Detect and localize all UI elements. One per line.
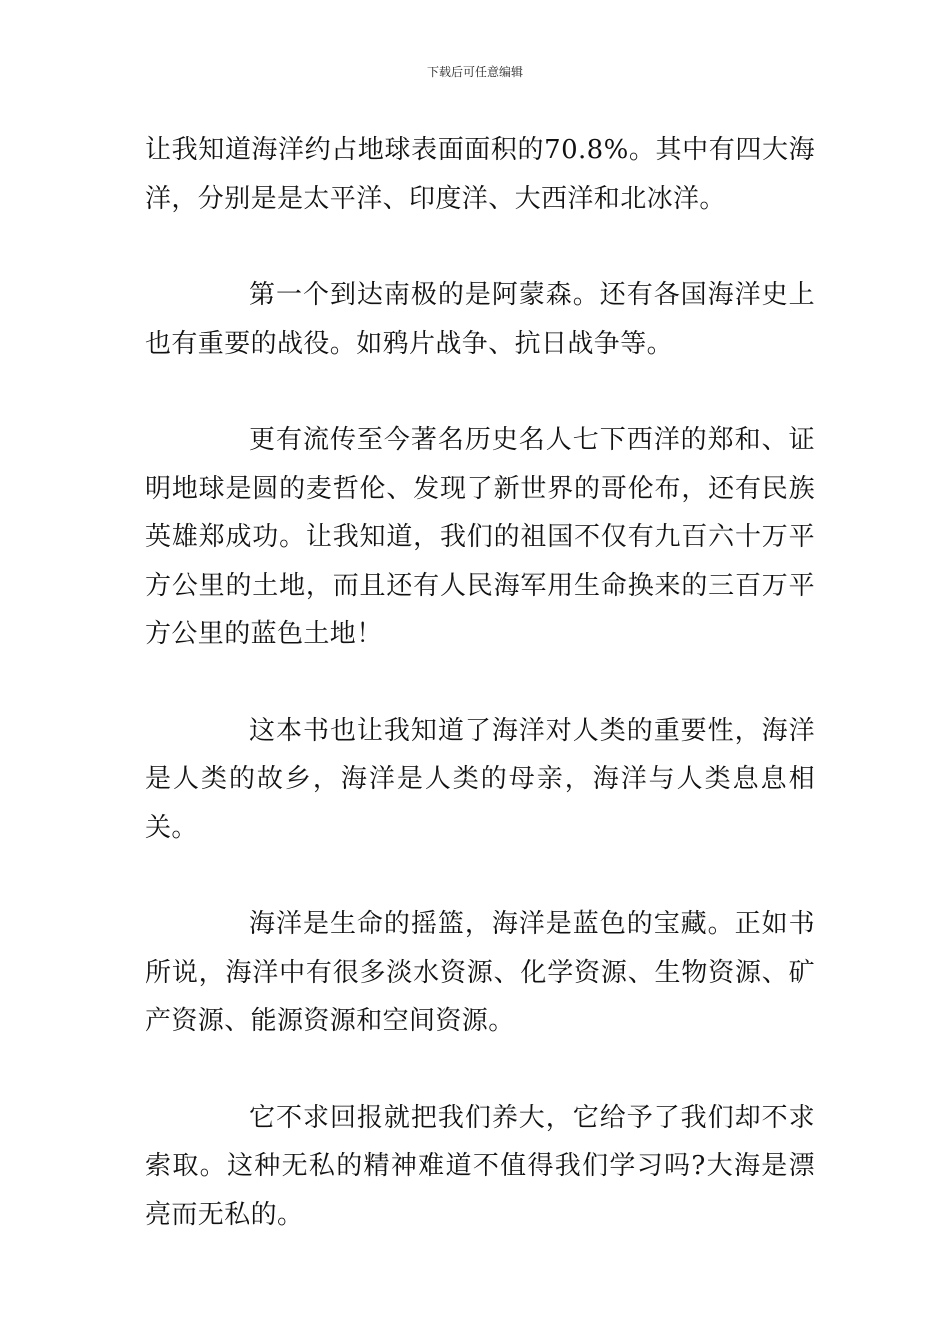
paragraph-2: 第一个到达南极的是阿蒙森。还有各国海洋史上也有重要的战役。如鸦片战争、抗日战争等。 (145, 280, 815, 359)
paragraph-4: 这本书也让我知道了海洋对人类的重要性，海洋是人类的故乡，海洋是人类的母亲，海洋与人类息息相关。 (145, 715, 815, 843)
paragraph-3: 更有流传至今著名历史名人七下西洋的郑和、证明地球是圆的麦哲伦、发现了新世界的哥伦布，还有民族英雄郑成功。让我知道，我们的祖国不仅有九百六十万平方公里的土地，而且还有人民海军用生命换来的三百万平方公里的蓝色土地！ (145, 425, 815, 649)
paragraph-1: 让我知道海洋约占地球表面面积的70.8%。其中有四大海洋，分别是是太平洋、印度洋、大西洋和北冰洋。 (145, 135, 815, 214)
page-header: 下载后可任意编辑 (426, 65, 523, 79)
paragraph-6: 它不求回报就把我们养大，它给予了我们却不求索取。这种无私的精神难道不值得我们学习吗?大海是漂亮而无私的。 (145, 1102, 815, 1230)
paragraph-5: 海洋是生命的摇篮，海洋是蓝色的宝藏。正如书所说，海洋中有很多淡水资源、化学资源、生物资源、矿产资源、能源资源和空间资源。 (145, 909, 815, 1036)
document-body (145, 126, 815, 1239)
